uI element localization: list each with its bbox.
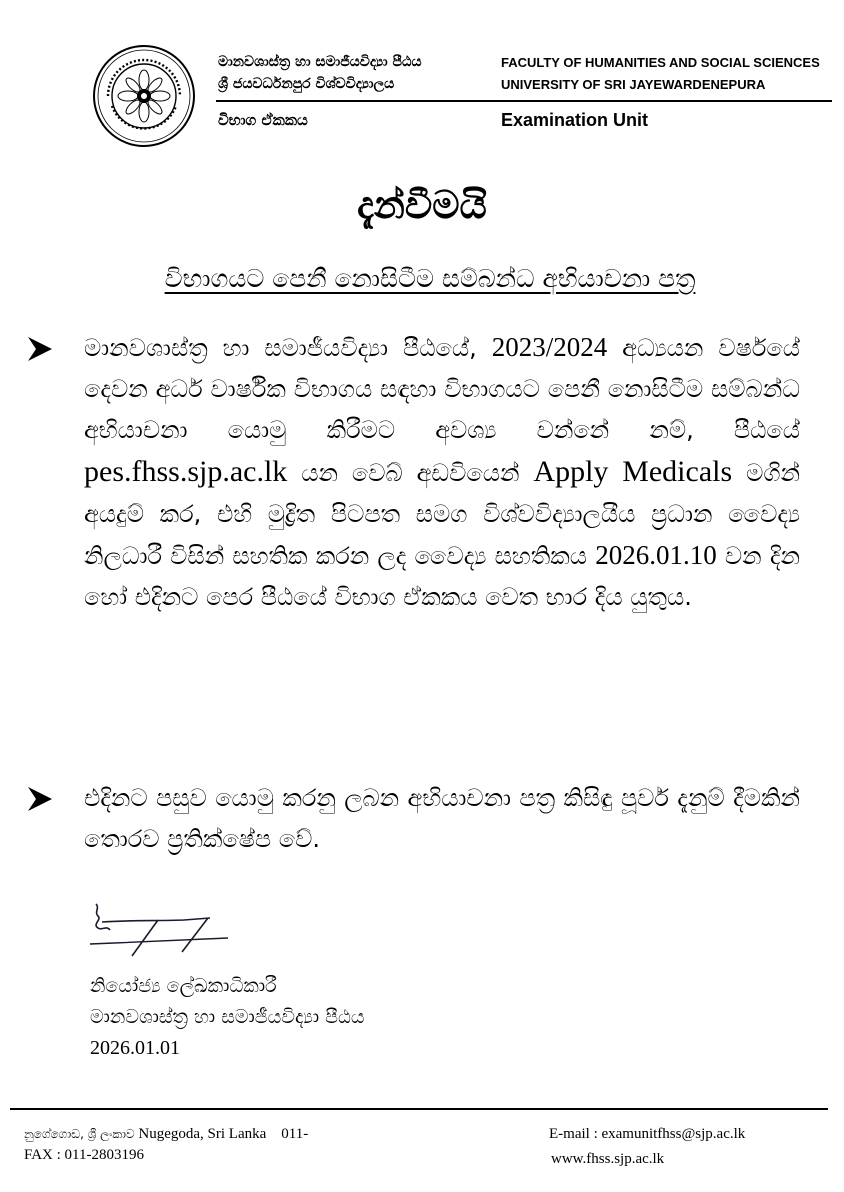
apply-medicals-label: Apply Medicals	[533, 455, 733, 488]
notice-paragraph-1: මානවශාස්ත්‍ර හා සමාජීයවිද්‍යා පීඨයේ, 2023/2024 අධ්‍යයන වර්ෂයේ දෙවන අර්ධ වාර්ෂික විභාගය සඳහා විභාගයට පෙනී නොසිටීම සම්බන්ධ අභියාචනා යොමු කිරීමට අවශ්‍ය වන්නේ නම්, පීඨයේ pes.fhss.sjp.ac.lk යන වෙබ් අඩවියෙන් Apply Medicals මගින් අයදුම් කර, එහි මුද්‍රිත පිටපත සමග විශ්වවිද්‍යාලයීය ප්‍රධාන වෛද්‍ය නිලධාරී විසින් සහතික කරන ලද වෛද්‍ය සහතිකය 2026.01.10 වන දින හෝ එදිනට පෙර පීඨයේ විභාග ඒකකය වෙත භාර දිය යුතුය.	[84, 332, 800, 611]
exam-unit-en: Examination Unit	[501, 110, 649, 130]
notice-subtitle: විභාගයට පෙනී නොසිටීම සම්බන්ධ අභියාචනා පත්‍ර	[164, 264, 696, 293]
faculty-name-si: මානවශාස්ත්‍ර හා සමාජීයවිද්‍යා පීඨය	[218, 54, 422, 70]
faculty-name-en: FACULTY OF HUMANITIES AND SOCIAL SCIENCES	[501, 55, 820, 70]
arrowhead-bullet-icon	[26, 335, 54, 363]
footer-website: www.fhss.sjp.ac.lk	[551, 1151, 665, 1167]
exam-unit-si: විභාග ඒකකය	[218, 111, 308, 129]
signatory-date: 2026.01.01	[90, 1037, 180, 1059]
deadline-date: 2026.01.10	[595, 540, 717, 570]
notice-paragraph-2: එදිනට පසුව යොමු කරනු ලබන අභියාචනා පත්‍ර කිසිඳු පූර්ව දැනුම් දීමකින් තොරව ප්‍රතික්ෂේප වේ.	[84, 784, 800, 853]
university-name-en: UNIVERSITY OF SRI JAYEWARDENEPURA	[501, 77, 766, 92]
signature-icon	[88, 900, 233, 960]
university-seal-icon	[92, 44, 196, 148]
signatory-faculty: මානවශාස්ත්‍ර හා සමාජීයවිද්‍යා පීඨය	[90, 1006, 365, 1028]
arrowhead-bullet-icon	[26, 785, 54, 813]
notice-title: දැන්වීමයි	[357, 183, 487, 227]
university-name-si: ශ්‍රී ජයවර්ධනපුර විශ්වවිද්‍යාලය	[218, 76, 395, 92]
footer-divider	[10, 1108, 828, 1110]
academic-year: 2023/2024	[491, 332, 608, 362]
signatory-title: නියෝජ්‍ය ලේඛකාධිකාරී	[90, 975, 277, 997]
header-divider	[216, 100, 832, 102]
website-url: pes.fhss.sjp.ac.lk	[84, 455, 288, 488]
footer-phone: 011-	[281, 1126, 309, 1142]
footer-fax: FAX : 011-2803196	[24, 1147, 144, 1163]
footer-address: නුගේගොඩ, ශ්‍රී ලංකාව Nugegoda, Sri Lanka 011-	[24, 1126, 309, 1142]
footer-email: E-mail : examunitfhss@sjp.ac.lk	[549, 1126, 746, 1142]
